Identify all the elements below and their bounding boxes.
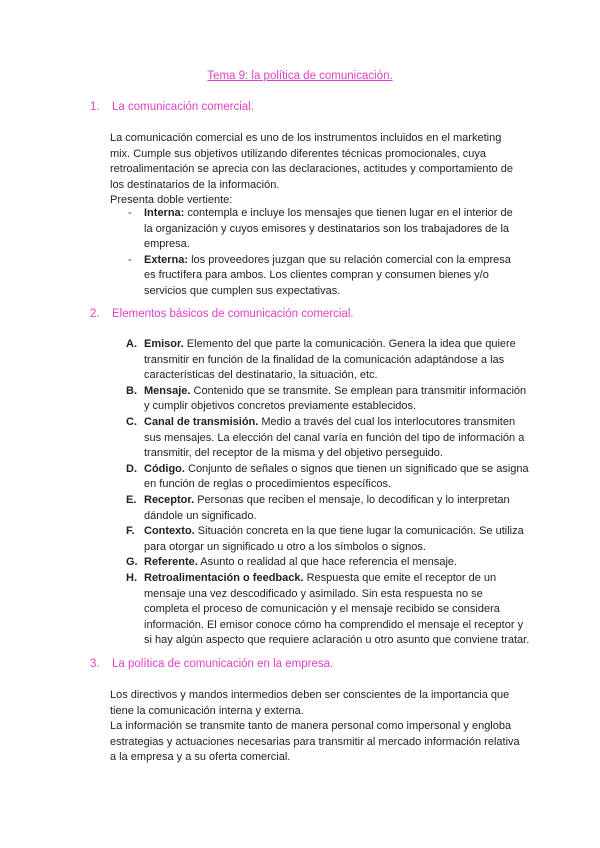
section-3-heading xyxy=(90,658,333,670)
list-item xyxy=(126,415,530,462)
list-item xyxy=(126,337,530,384)
item-term: Mensaje. xyxy=(144,384,191,397)
item-term: Contexto. xyxy=(144,525,195,538)
item-term: Receptor. xyxy=(144,493,195,506)
item-term: Emisor. xyxy=(144,338,184,350)
list-item xyxy=(126,555,530,571)
item-letter: F. xyxy=(126,525,135,538)
item-letter: C. xyxy=(126,415,137,428)
item-term: Referente. xyxy=(144,556,198,569)
section-2-heading xyxy=(90,308,354,320)
item-term: Externa: xyxy=(144,253,189,266)
item-letter: D. xyxy=(126,462,137,475)
list-item: - Externa: los proveedores juzgan que su relación comercial con la empresa es fructífera para ambos. Los clientes compran y consumen bienes y/o servicios que cumplen sus expectativas. xyxy=(128,253,511,297)
item-text: contempla e incluye los mensajes que tienen lugar en el interior de la organización y cuyos emisores y destinatarios son los trabajadores de la empresa. xyxy=(144,207,513,251)
item-text: Respuesta que emite el receptor de un mensaje una vez descodificado y asimilado. Sin esta respuesta no se completa el proceso de comunicación y el mensaje recibido se considera información. El emisor conoce cómo ha comprendido el mensaje el receptor y si hay algún aspecto que requiere aclaración u otro asunto que conviene tratar. xyxy=(144,571,530,647)
section-1-paragraph: La comunicación comercial es uno de los instrumentos incluidos en el marketing mix. Cumple sus objetivos utilizando diferentes técnicas promocionales, cuya retroalimentación se aprecia con las declaraciones, actitudes y comportamiento de los destinatarios de la información. xyxy=(110,132,513,191)
item-letter: B. xyxy=(126,384,137,397)
section-2-number: 2. xyxy=(90,308,100,320)
list-item xyxy=(126,493,530,524)
item-term: Retroalimentación o feedback. xyxy=(144,571,304,584)
item-letter: H. xyxy=(126,571,137,584)
section-2-title: Elementos básicos de comunicación comercial. xyxy=(112,308,354,320)
section-3-paragraph-2: La información se transmite tanto de manera personal como impersonal y engloba estrategias y actuaciones necesarias para transmitir al mercado información relativa a la empresa y a su oferta comercial. xyxy=(110,720,520,764)
section-1-intro: Presenta doble vertiente: xyxy=(110,194,233,207)
section-1-number: 1. xyxy=(90,101,100,113)
section-3-body xyxy=(110,688,520,766)
document-title: Tema 9: la política de comunicación. xyxy=(207,70,393,82)
section-1-heading xyxy=(90,101,254,113)
section-3-number: 3. xyxy=(90,658,100,670)
item-text: Asunto o realidad al que hace referencia el mensaje. xyxy=(197,556,458,569)
list-item: - Interna: contempla e incluye los mensajes que tienen lugar en el interior de la organización y cuyos emisores y destinatarios son los trabajadores de la empresa. xyxy=(128,207,513,251)
item-text: Elemento del que parte la comunicación. Genera la idea que quiere transmitir en función de la finalidad de la comunicación adaptándose a las características del destinatario, la situación, etc. xyxy=(144,338,516,382)
list-item xyxy=(126,384,530,415)
list-item xyxy=(126,571,530,649)
item-text: Situación concreta en la que tiene lugar la comunicación. Se utiliza para otorgar un significado u otro a los símbolos o signos. xyxy=(144,525,524,553)
section-3-paragraph-1: Los directivos y mandos intermedios deben ser conscientes de la importancia que tiene la comunicación interna y externa. xyxy=(110,689,510,717)
item-term: Código. xyxy=(144,462,185,475)
item-letter: G. xyxy=(126,556,138,569)
item-text: Conjunto de señales o signos que tienen un significado que se asigna en función de reglas o procedimientos específicos. xyxy=(144,462,529,491)
item-term: Interna: xyxy=(144,207,185,219)
item-text: los proveedores juzgan que su relación comercial con la empresa es fructífera para ambos. Los clientes compran y consumen bienes y/o servicios que cumplen sus expectativas. xyxy=(144,253,511,297)
section-1-body xyxy=(110,131,520,209)
item-text: Personas que reciben el mensaje, lo decodifican y lo interpretan dándole un significado. xyxy=(144,493,510,522)
item-term: Canal de transmisión. xyxy=(144,415,259,428)
section-2-list xyxy=(126,337,530,649)
section-1-title: La comunicación comercial. xyxy=(112,101,254,113)
item-text: Contenido que se transmite. Se emplean para transmitir información y cumplir objetivos concretos previamente establecidos. xyxy=(144,384,527,413)
item-letter: E. xyxy=(126,493,137,506)
item-text: Medio a través del cual los interlocutores transmiten sus mensajes. La elección del canal varía en función del tipo de información a transmitir, del receptor de la misma y del objetivo perseguido. xyxy=(144,415,525,460)
list-item xyxy=(126,462,530,493)
item-letter: A. xyxy=(126,338,137,350)
list-item xyxy=(126,524,530,555)
section-1-list xyxy=(110,206,520,300)
section-3-title: La política de comunicación en la empresa. xyxy=(112,658,334,670)
